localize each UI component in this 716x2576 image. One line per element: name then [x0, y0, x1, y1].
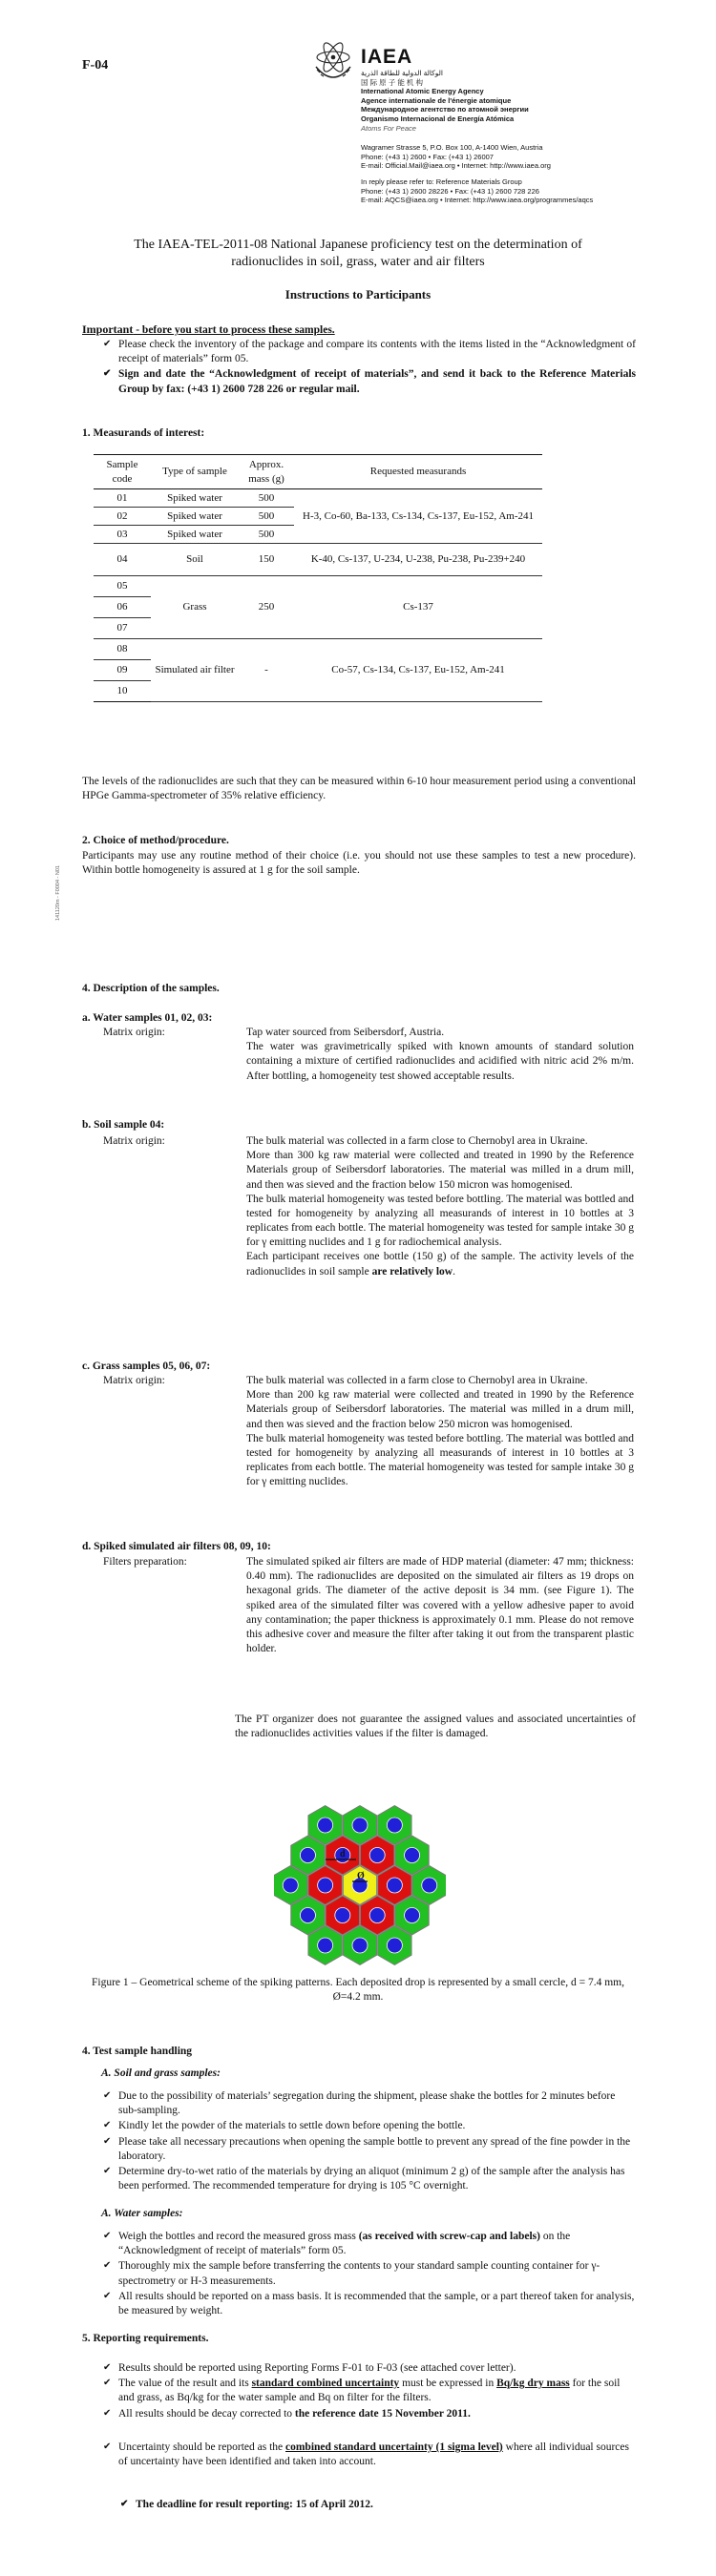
water-handling-list: [95, 2230, 636, 2319]
water-description: Tap water sourced from Seibersdorf, Austria. The water was gravimetrically spiked with known amounts of standard solution containing a mixture of certified radionuclides and acidified with nitric acid 2% m/m. After bottling, a homogeneity test showed acceptable results.: [246, 1027, 634, 1082]
reporting-item: ✔ Uncertainty should be reported as the combined standard uncertainty (1 sigma level) where all individual sources of uncertainty have been identified and taken into account.: [95, 2441, 636, 2469]
sample-mass: 500: [239, 508, 294, 526]
handling-item: ✔ Due to the possibility of materials’ segregation during the shipment, please shake the bottles for 2 minutes before sub-sampling.: [95, 2089, 636, 2118]
reporting-item: ✔ Results should be reported using Reporting Forms F-01 to F-03 (see attached cover letter).: [95, 2361, 636, 2376]
requested-measurands: Cs-137: [294, 576, 542, 639]
reply-line: Phone: (+43 1) 2600 28226 • Fax: (+43 1) 2600 728 226: [361, 186, 539, 196]
soil-description: The bulk material was collected in a farm close to Chernobyl area in Ukraine. More than 300 kg raw material were collected and treated in 1990 by the Reference Materials group of Seibersdorf laboratories. The material was milled in a drum mill, and then was sieved and the fraction below 150 micron was homogenised. The bulk material homogeneity was tested before bottling. The material was bottled and tested for homogeneity by analyzing all measurands of interest in 10 bottles at 3 replicates from each bottle. The material homogeneity was tested for sample intake 30 g for γ emitting nuclides and 1 g for radiochemical analysis. Each participant receives one bottle (150 g) of the sample. The activity levels of the radionuclides in soil sample are relatively low.: [246, 1135, 634, 1278]
org-name-en: International Atomic Energy Agency: [361, 87, 484, 96]
deposit-drop: [422, 1878, 437, 1893]
sample-code: 04: [94, 544, 151, 576]
org-name-es: Organismo Internacional de Energía Atómica: [361, 114, 515, 123]
sample-mass: 500: [239, 526, 294, 544]
deposit-drop: [335, 1908, 350, 1923]
sample-type: Grass: [151, 576, 239, 639]
sample-mass: 250: [239, 576, 294, 639]
reply-line: In reply please refer to: Reference Materials Group: [361, 177, 522, 186]
deadline-item: ✔ The deadline for result reporting: 15 of April 2012.: [113, 2498, 628, 2512]
sample-type: Simulated air filter: [151, 639, 239, 702]
sample-code: 08: [94, 639, 151, 660]
water-handling-heading: A. Water samples:: [101, 2208, 183, 2219]
section-1-note: The levels of the radionuclides are such that they can be measured within 6-10 hour measurement period using a conventional HPGe Gamma-spectrometer of 35% relative efficiency.: [82, 776, 636, 802]
sample-type: Spiked water: [151, 526, 239, 544]
sample-code: 03: [94, 526, 151, 544]
important-item: ✔ Please check the inventory of the package and compare its contents with the items listed in the “Acknowledgment of receipt of materials” form 05.: [95, 338, 636, 366]
water-samples-heading: a. Water samples 01, 02, 03:: [82, 1012, 213, 1024]
sample-type: Soil: [151, 544, 239, 576]
measurands-table: [94, 454, 542, 702]
reporting-item: ✔ The value of the result and its standard combined uncertainty must be expressed in Bq/kg dry mass for the soil and grass, as Bq/kg for the water sample and Bq on filter for the filters.: [95, 2377, 636, 2405]
sample-mass: 150: [239, 544, 294, 576]
handling-item: ✔ Thoroughly mix the sample before transferring the contents to your standard sample counting container for γ-spectrometry or H-3 measurements.: [95, 2259, 636, 2288]
handling-item: ✔ Please take all necessary precautions when opening the sample bottle to prevent any spread of the fine powder in the laboratory.: [95, 2135, 636, 2164]
sample-code: 10: [94, 681, 151, 702]
org-name-ar: الوكالة الدولية للطاقة الذرية: [361, 69, 444, 77]
filters-preparation-label: Filters preparation:: [103, 1556, 187, 1568]
water-matrix-label: Matrix origin:: [103, 1027, 165, 1038]
org-name-ru: Международное агентство по атомной энергии: [361, 105, 529, 114]
address-block: [361, 143, 676, 171]
uncertainty-list: [95, 2441, 636, 2470]
important-heading: Important - before you start to process these samples.: [82, 322, 335, 336]
sample-type: Spiked water: [151, 508, 239, 526]
deposit-drop: [318, 1818, 333, 1833]
address-line: Phone: (+43 1) 2600 • Fax: (+43 1) 26007: [361, 152, 494, 161]
deposit-drop: [369, 1848, 385, 1863]
reply-line: E-mail: AQCS@iaea.org • Internet: http://www.iaea.org/programmes/aqcs: [361, 196, 594, 205]
requested-measurands: H-3, Co-60, Ba-133, Cs-134, Cs-137, Eu-152, Am-241: [294, 489, 542, 544]
sample-code: 02: [94, 508, 151, 526]
section-1-title: 1. Measurands of interest:: [82, 427, 205, 439]
dimension-o-label: Ø: [357, 1871, 365, 1881]
deposit-drop: [387, 1818, 402, 1833]
deposit-drop: [405, 1908, 420, 1923]
filter-damage-note: The PT organizer does not guarantee the assigned values and associated uncertainties of the radionuclides activities values if the filter is damaged.: [235, 1714, 636, 1740]
soil-grass-handling-heading: A. Soil and grass samples:: [101, 2067, 221, 2079]
org-name-fr: Agence internationale de l'énergie atomique: [361, 95, 512, 105]
soil-sample-heading: b. Soil sample 04:: [82, 1119, 165, 1131]
section-2-title: 2. Choice of method/procedure.: [82, 835, 229, 846]
col-header: Requested measurands: [294, 455, 542, 489]
deposit-drop: [387, 1878, 402, 1893]
sample-mass: 500: [239, 489, 294, 508]
air-filters-heading: d. Spiked simulated air filters 08, 09, 10:: [82, 1541, 271, 1552]
important-list: [95, 338, 636, 398]
sample-type: Spiked water: [151, 489, 239, 508]
motto: Atoms For Peace: [361, 124, 416, 133]
deadline-list: [113, 2498, 628, 2513]
grass-samples-heading: c. Grass samples 05, 06, 07:: [82, 1361, 211, 1372]
soil-matrix-label: Matrix origin:: [103, 1135, 165, 1147]
reply-block: [361, 177, 676, 205]
handling-item: ✔ Determine dry-to-wet ratio of the materials by drying an aliquot (minimum 2 g) of the sample after the analysis has been performed. The recommended temperature for drying is 105 °C overnight.: [95, 2165, 636, 2193]
important-item: ✔ Sign and date the “Acknowledgment of receipt of materials”, and send it back to the Reference Materials Group by fax: (+43 1) 2600 728 226 or regular mail.: [95, 367, 636, 396]
col-header: Type of sample: [151, 455, 239, 489]
deposit-drop: [352, 1818, 368, 1833]
deposit-drop: [405, 1848, 420, 1863]
sample-code: 09: [94, 660, 151, 681]
page-title: The IAEA-TEL-2011-08 National Japanese proficiency test on the determination of radionuclides in soil, grass, water and air filters: [134, 238, 582, 269]
org-names-block: [361, 69, 676, 124]
handling-item: ✔ Weigh the bottles and record the measured gross mass (as received with screw-cap and labels) on the “Acknowledgment of receipt of materials” form 05.: [95, 2230, 636, 2258]
address-line: Wagramer Strasse 5, P.O. Box 100, A-1400 Wien, Austria: [361, 143, 543, 152]
dimension-d-label: d: [340, 1849, 346, 1859]
deposit-drop: [318, 1878, 333, 1893]
requested-measurands: Co-57, Cs-134, Cs-137, Eu-152, Am-241: [294, 639, 542, 702]
requested-measurands: K-40, Cs-137, U-234, U-238, Pu-238, Pu-239+240: [294, 544, 542, 576]
deposit-drop: [300, 1848, 315, 1863]
air-filters-description: The simulated spiked air filters are made of HDP material (diameter: 47 mm; thickness: 0.40 mm). The radionuclides are deposited on the simulated air filters as 19 drops on hexagonal grids. The diameter of the active deposit is 34 mm. (see Figure 1). The spiked area of the simulated filter was covered with a yellow adhesive paper to avoid any contamination; the paper thickness is approximately 0.1 mm. Please do not remove this adhesive cover and measure the filter after taking it out from the transparent plastic holder.: [246, 1556, 634, 1655]
sample-code: 07: [94, 618, 151, 639]
sample-code: 05: [94, 576, 151, 597]
sample-mass: -: [239, 639, 294, 702]
deposit-drop: [318, 1938, 333, 1953]
org-name-zh: 国 际 原 子 能 机 构: [361, 77, 424, 87]
deposit-drop: [352, 1938, 368, 1953]
reporting-item: ✔ All results should be decay corrected to the reference date 15 November 2011.: [95, 2407, 636, 2421]
section-2-text: Participants may use any routine method of their choice (i.e. you should not use these samples to test a new procedure). Within bottle homogeneity is assured at 1 g for the soil sample.: [82, 850, 636, 877]
col-header: Sample code: [94, 455, 151, 489]
deposit-drop: [283, 1878, 298, 1893]
address-line: E-mail: Official.Mail@iaea.org • Internet: http://www.iaea.org: [361, 161, 551, 171]
grass-description: The bulk material was collected in a farm close to Chernobyl area in Ukraine. More than 200 kg raw material were collected and treated in 1990 by the Reference Materials group of Seibersdorf laboratories. The material was milled in a drum mill, and then was sieved and the fraction below 250 micron was homogenised. The bulk material homogeneity was tested before bottling. The material was bottled and tested for homogeneity by analyzing all measurands of interest in 10 bottles at 3 replicates from each bottle. The material homogeneity was tested for sample intake 30 g for γ emitting nuclides.: [246, 1375, 634, 1488]
section-handling-title: 4. Test sample handling: [82, 2046, 193, 2057]
deposit-drop: [369, 1908, 385, 1923]
reporting-list: [95, 2361, 636, 2422]
page-subtitle: Instructions to Participants: [284, 287, 432, 301]
figure-caption: Figure 1 – Geometrical scheme of the spiking patterns. Each deposited drop is represented by a small cercle, d = 7.4 mm, Ø=4.2 mm.: [91, 1977, 624, 2004]
grass-matrix-label: Matrix origin:: [103, 1375, 165, 1386]
sample-code: 01: [94, 489, 151, 508]
deposit-drop: [387, 1938, 402, 1953]
org-name: IAEA: [361, 46, 413, 68]
soil-grass-handling-list: [95, 2089, 636, 2194]
form-code: F-04: [82, 58, 109, 73]
margin-code: 141120m - F0004 - N01: [55, 865, 61, 921]
handling-item: ✔ Kindly let the powder of the materials to settle down before opening the bottle.: [95, 2119, 636, 2133]
section-4-title: 4. Description of the samples.: [82, 983, 220, 994]
col-header: Approx. mass (g): [239, 455, 294, 489]
section-5-title: 5. Reporting requirements.: [82, 2333, 209, 2344]
spiking-pattern-figure: [274, 1803, 446, 1967]
iaea-logo-icon: [311, 38, 355, 86]
deposit-drop: [300, 1908, 315, 1923]
sample-code: 06: [94, 597, 151, 618]
handling-item: ✔ All results should be reported on a mass basis. It is recommended that the sample, or a part thereof taken for analysis, be measured by weight.: [95, 2290, 636, 2318]
